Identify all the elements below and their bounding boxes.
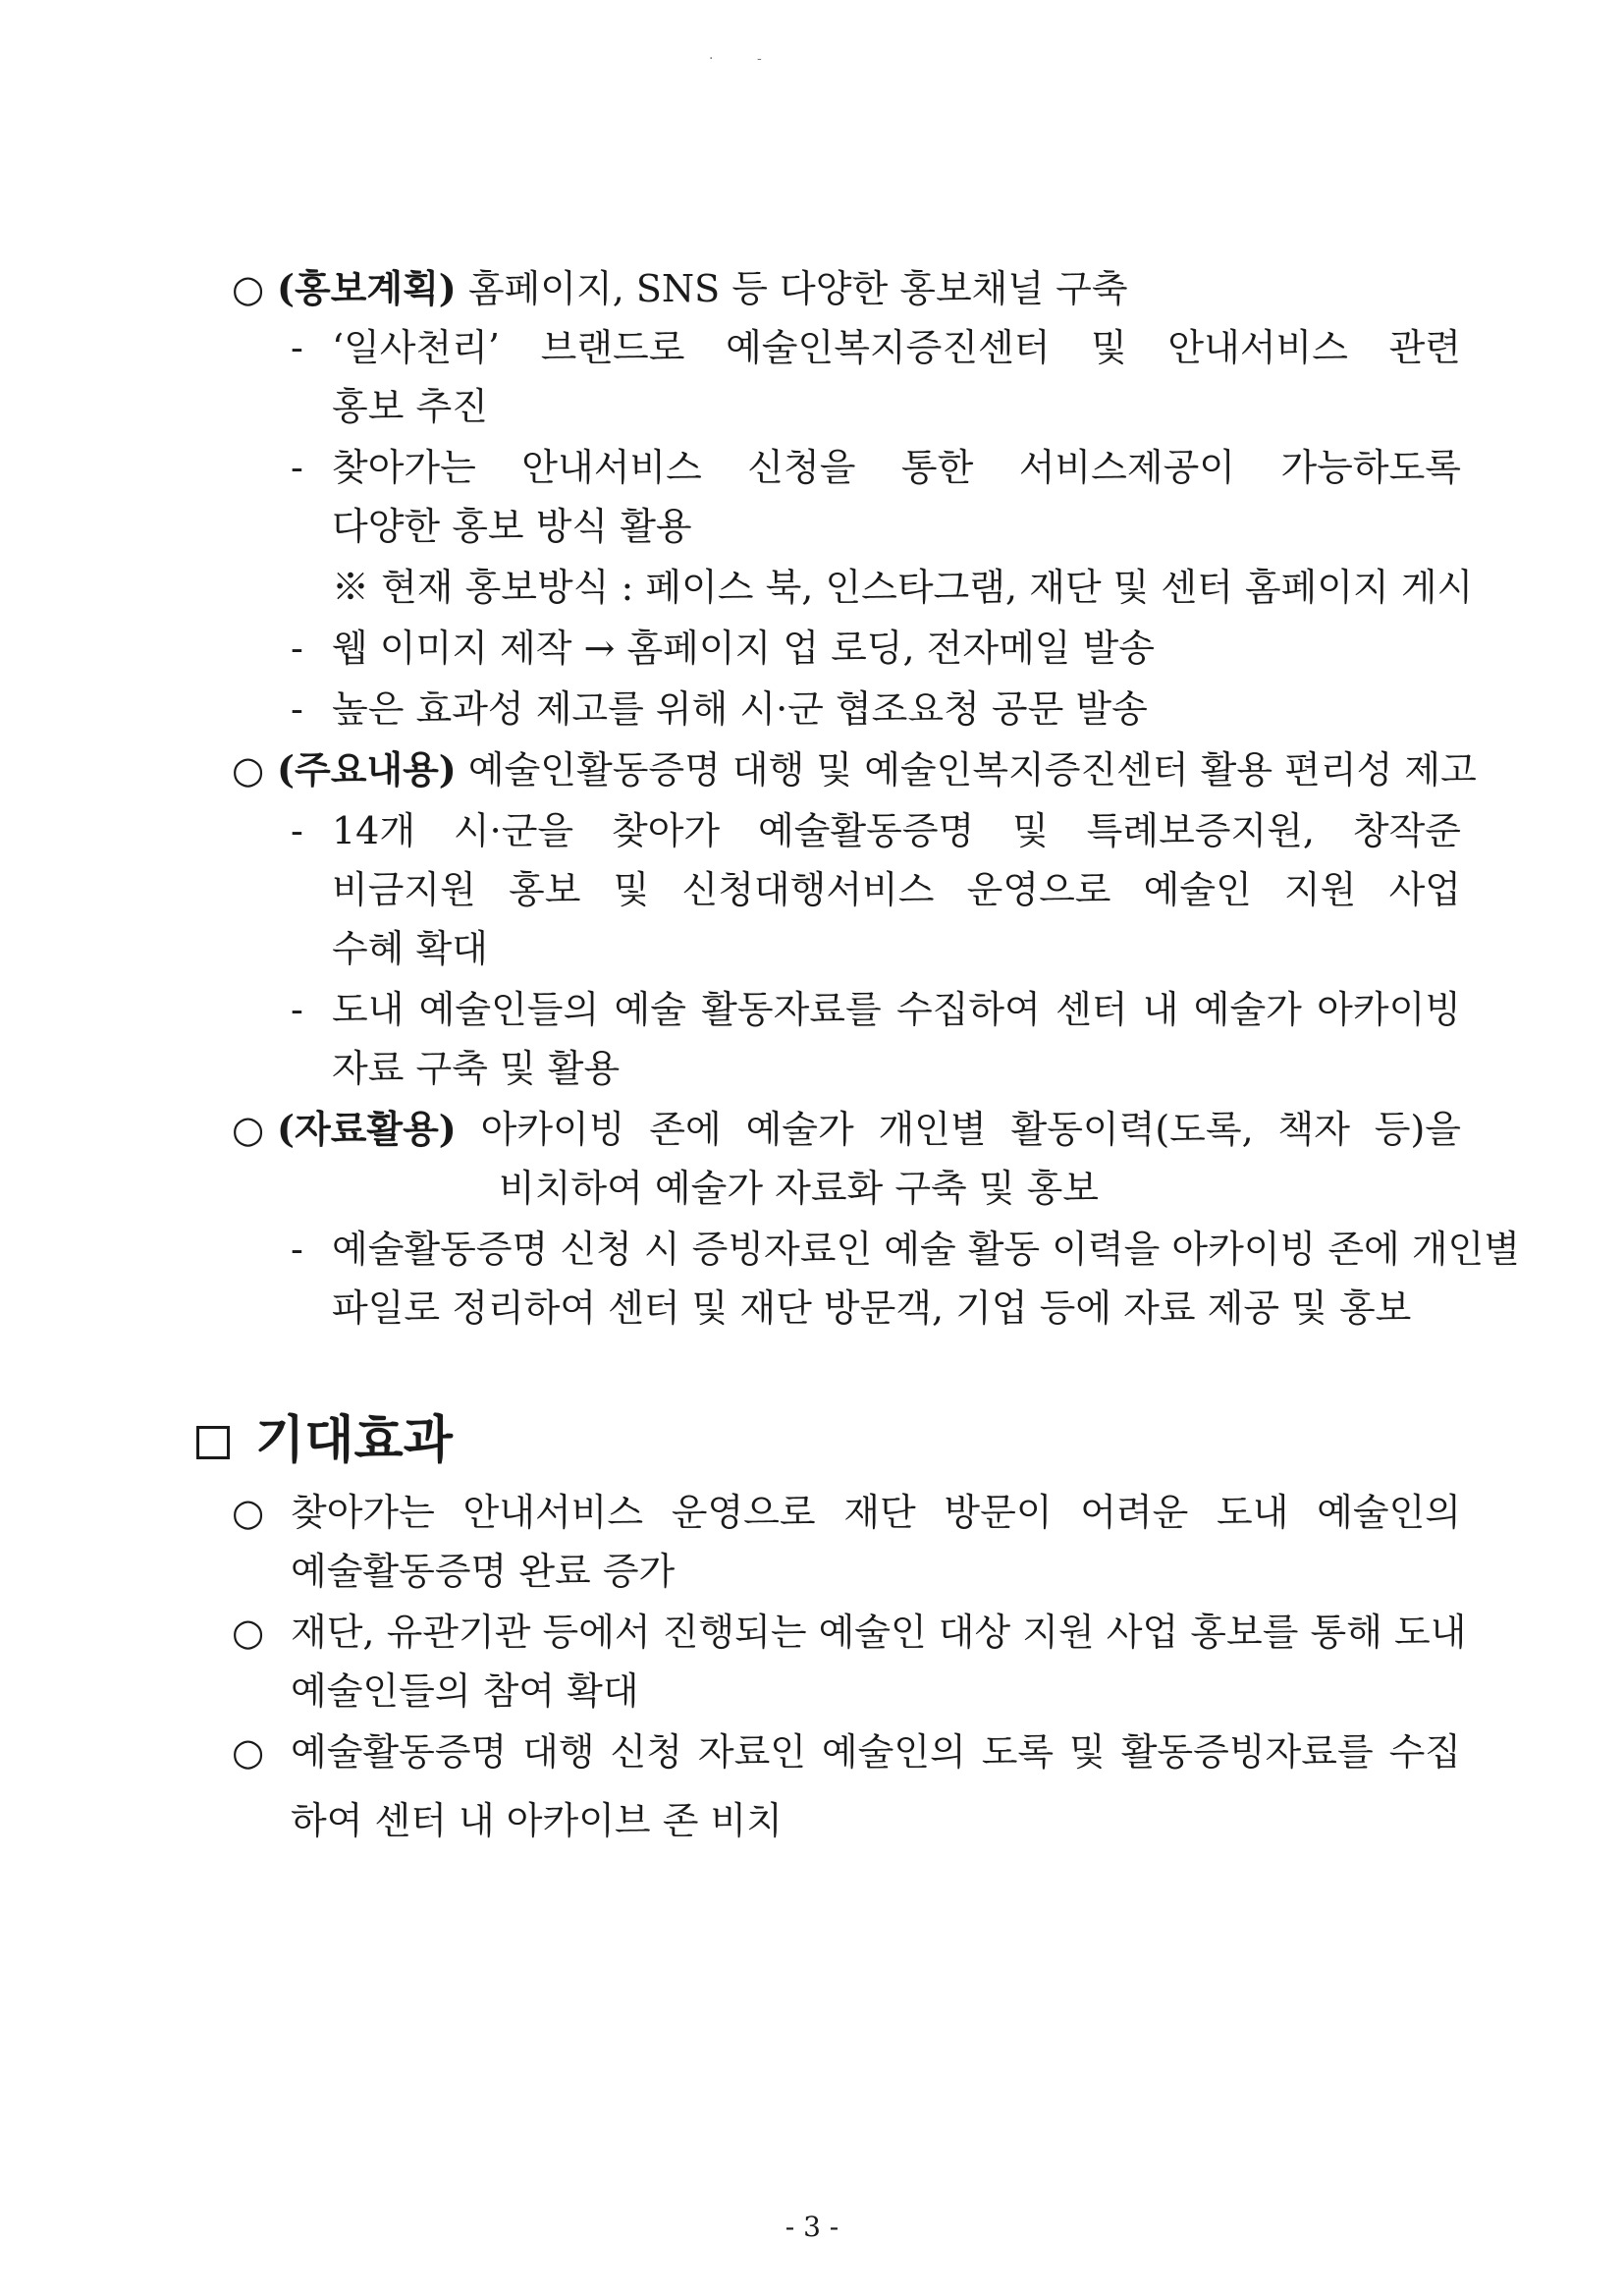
dash: - xyxy=(291,627,303,670)
pr-plan-item-4: 높은 효과성 제고를 위해 시·군 협조요청 공문 발송 xyxy=(332,687,1148,731)
pr-plan-tag: (홍보계획) xyxy=(277,266,457,310)
bullet-circle: ○ xyxy=(232,1611,265,1654)
bullet-circle: ○ xyxy=(232,267,265,310)
pr-plan-item-1-line-1: ‘일사천리’ 브랜드로 예술인복지증진센터 및 안내서비스 관련 xyxy=(332,326,1461,369)
expected-item-1-line-2: 예술활동증명 완료 증가 xyxy=(291,1550,676,1593)
main-content-item-1-line-3: 수혜 확대 xyxy=(332,927,488,970)
scan-speck: · - xyxy=(709,51,762,67)
expected-effects-heading xyxy=(196,1409,453,1472)
main-content-heading-line xyxy=(277,746,1477,793)
main-content-text: 예술인활동증명 대행 및 예술인복지증진센터 활용 편리성 제고 xyxy=(467,748,1477,792)
data-use-heading-line xyxy=(277,1106,1461,1153)
dash: - xyxy=(291,446,303,489)
expected-effects-title: 기대효과 xyxy=(255,1411,453,1470)
expected-item-1-line-1: 찾아가는 안내서비스 운영으로 재단 방문이 어려운 도내 예술인의 xyxy=(291,1491,1461,1534)
expected-item-3-line-1: 예술활동증명 대행 신청 자료인 예술인의 도록 및 활동증빙자료를 수집 xyxy=(291,1730,1461,1774)
data-use-text: 아카이빙 존에 예술가 개인별 활동이력(도록, 책자 등)을 xyxy=(480,1108,1461,1151)
pr-plan-item-2-line-1: 찾아가는 안내서비스 신청을 통한 서비스제공이 가능하도록 xyxy=(332,446,1461,489)
page-number: - 3 - xyxy=(785,2211,839,2243)
pr-plan-item-3: 웹 이미지 제작 → 홈페이지 업 로딩, 전자메일 발송 xyxy=(332,627,1156,670)
expected-item-3-line-2: 하여 센터 내 아카이브 존 비치 xyxy=(291,1799,783,1842)
data-use-item-1-line-1: 예술활동증명 신청 시 증빙자료인 예술 활동 이력을 아카이빙 존에 개인별 xyxy=(332,1228,1520,1271)
dash: - xyxy=(291,1228,303,1271)
dash: - xyxy=(291,326,303,369)
pr-plan-text: 홈페이지, SNS 등 다양한 홍보채널 구축 xyxy=(467,267,1128,310)
main-content-item-1-line-1: 14개 시·군을 찾아가 예술활동증명 및 특례보증지원, 창작준 xyxy=(332,809,1461,852)
pr-plan-heading-line xyxy=(277,265,1128,312)
expected-item-2-line-1: 재단, 유관기관 등에서 진행되는 예술인 대상 지원 사업 홍보를 통해 도내 xyxy=(291,1611,1467,1654)
pr-plan-note: ※ 현재 홍보방식 : 페이스 북, 인스타그램, 재단 및 센터 홈페이지 게시 xyxy=(332,566,1474,609)
expected-item-2-line-2: 예술인들의 참여 확대 xyxy=(291,1669,639,1713)
pr-plan-item-2-line-2: 다양한 홍보 방식 활용 xyxy=(332,505,692,548)
dash: - xyxy=(291,809,303,852)
main-content-item-2-line-2: 자료 구축 및 활용 xyxy=(332,1047,621,1090)
bullet-circle: ○ xyxy=(232,748,265,792)
main-content-item-2-line-1: 도내 예술인들의 예술 활동자료를 수집하여 센터 내 예술가 아카이빙 xyxy=(332,988,1461,1031)
dash: - xyxy=(291,988,303,1031)
pr-plan-item-1-line-2: 홍보 추진 xyxy=(332,385,488,428)
dash: - xyxy=(291,687,303,731)
data-use-tag: (자료활용) xyxy=(277,1107,457,1151)
data-use-text-line-2: 비치하여 예술가 자료화 구축 및 홍보 xyxy=(499,1167,1100,1210)
main-content-item-1-line-2: 비금지원 홍보 및 신청대행서비스 운영으로 예술인 지원 사업 xyxy=(332,868,1461,911)
bullet-circle: ○ xyxy=(232,1491,265,1534)
checkbox-square-icon xyxy=(196,1426,230,1459)
bullet-circle: ○ xyxy=(232,1730,265,1774)
main-content-tag: (주요내용) xyxy=(277,747,457,792)
bullet-circle: ○ xyxy=(232,1108,265,1151)
data-use-item-1-line-2: 파일로 정리하여 센터 및 재단 방문객, 기업 등에 자료 제공 및 홍보 xyxy=(332,1286,1412,1330)
